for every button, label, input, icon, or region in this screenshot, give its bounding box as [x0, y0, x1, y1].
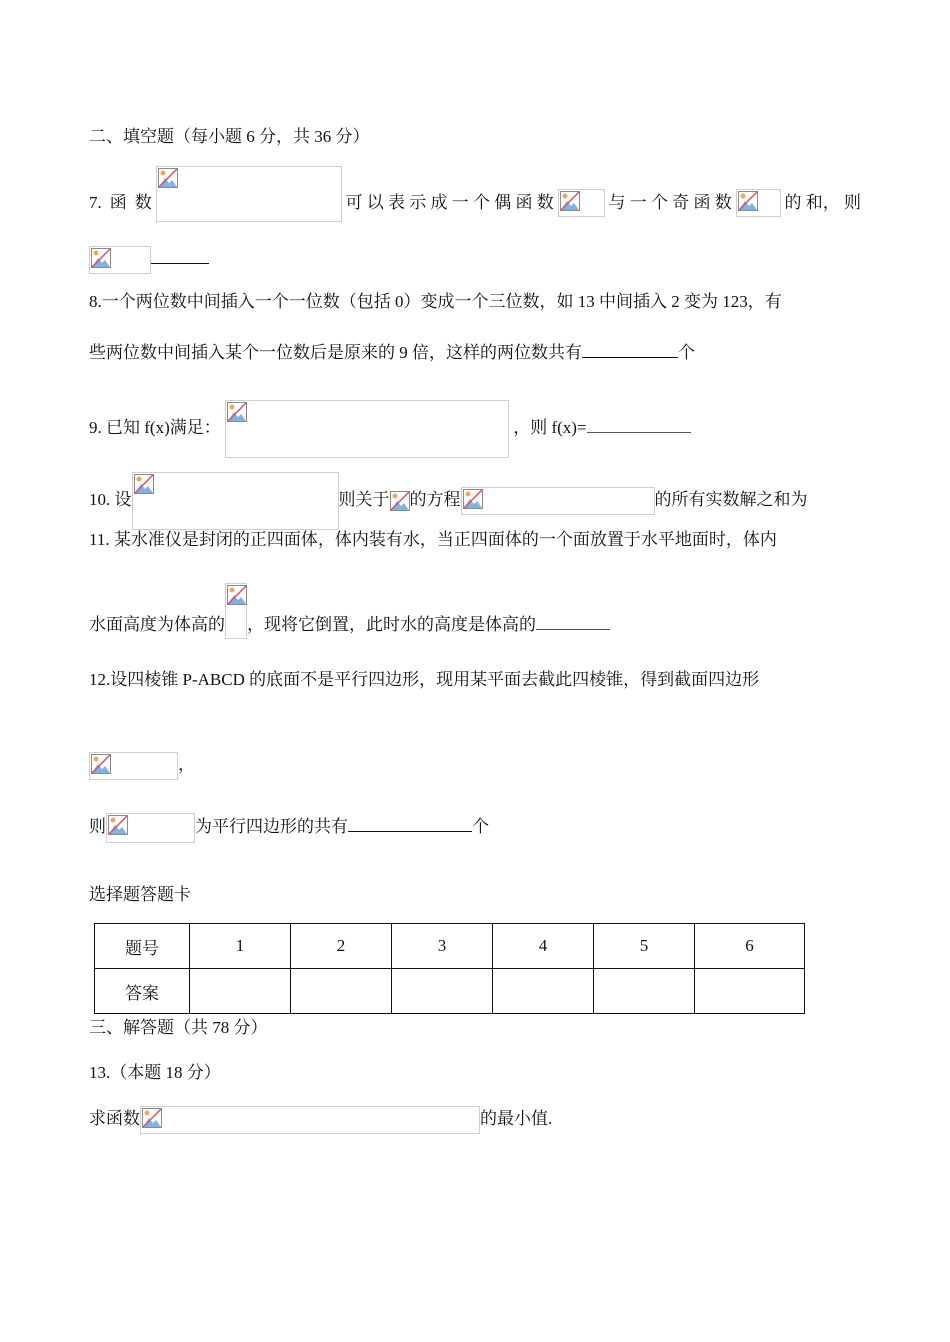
broken-image-icon [738, 191, 758, 211]
formula-image-q12-quadrilateral [89, 752, 178, 780]
formula-image-q13-function [140, 1106, 480, 1134]
question-number-cell: 5 [594, 924, 695, 969]
row-label-answer: 答案 [95, 969, 190, 1014]
question-8-line1: 8.一个两位数中间插入一个一位数（包括 0）变成一个三位数，如 13 中间插入 2 变为 123，有 [89, 292, 782, 311]
question-number-cell: 1 [190, 924, 291, 969]
formula-image-even-function [558, 189, 605, 217]
answer-blank-q8 [582, 341, 678, 358]
answer-cell[interactable] [493, 969, 594, 1014]
answer-blank-q9 [587, 416, 691, 433]
formula-image-q11-ratio [225, 583, 247, 639]
formula-image-odd-function [736, 189, 781, 217]
broken-image-icon [560, 191, 580, 211]
question-11-line1: 11. 某水准仪是封闭的正四面体，体内装有水，当正四面体的一个面放置于水平地面时，体内 [89, 530, 777, 549]
question-13: 求函数 的最小值. [89, 1106, 552, 1134]
broken-image-icon [158, 168, 178, 188]
question-7-lead: 7. 函 数 [89, 193, 152, 212]
formula-image-q7-answer [89, 246, 151, 274]
broken-image-icon [134, 474, 154, 494]
answer-card-title: 选择题答题卡 [89, 885, 191, 904]
question-9: 9. 已知 f(x)满足： ，则 f(x)= [89, 400, 691, 458]
question-number-cell: 3 [392, 924, 493, 969]
broken-image-icon [227, 585, 247, 605]
formula-image-q9-condition [225, 400, 509, 458]
question-11-line2: 水面高度为体高的 ，现将它倒置，此时水的高度是体高的 [89, 613, 610, 639]
answer-cell[interactable] [291, 969, 392, 1014]
broken-image-icon [108, 815, 128, 835]
formula-image-q10-definition [132, 472, 339, 530]
broken-image-icon [463, 489, 483, 509]
question-number-cell: 6 [695, 924, 805, 969]
broken-image-icon [390, 491, 410, 511]
broken-image-icon [91, 248, 111, 268]
broken-image-icon [142, 1108, 162, 1128]
row-label-number: 题号 [95, 924, 190, 969]
question-number-cell: 4 [493, 924, 594, 969]
question-12-line1: 12.设四棱锥 P-ABCD 的底面不是平行四边形，现用某平面去截此四棱锥，得到截面四边形 [89, 670, 760, 689]
answer-cell[interactable] [392, 969, 493, 1014]
answer-blank-q12 [348, 815, 472, 832]
answer-cell[interactable] [594, 969, 695, 1014]
table-row [95, 924, 805, 969]
table-row [95, 969, 805, 1014]
answer-blank-q11 [536, 613, 610, 630]
section-heading-fill-in: 二、填空题（每小题 6 分，共 36 分） [89, 127, 370, 146]
question-7-line2 [89, 246, 209, 274]
broken-image-icon [227, 402, 247, 422]
broken-image-icon [91, 754, 111, 774]
formula-image-q10-variable [390, 491, 410, 511]
question-12-line3: 则 为平行四边形的共有 个 [89, 813, 489, 843]
answer-card-table [94, 923, 805, 1014]
answer-blank-q7 [151, 247, 209, 264]
question-number-cell: 2 [291, 924, 392, 969]
answer-cell[interactable] [190, 969, 291, 1014]
section-heading-solutions: 三、解答题（共 78 分） [89, 1018, 268, 1037]
formula-image-function [156, 166, 342, 222]
question-12-line2: ， [89, 752, 195, 780]
question-8-line2: 些两位数中间插入某个一位数后是原来的 9 倍，这样的两位数共有 个 [89, 343, 695, 362]
answer-cell[interactable] [695, 969, 805, 1014]
question-10: 10. 设 则关于 的方程 的所有实数解之和为 [89, 472, 808, 530]
formula-image-q10-equation [461, 487, 655, 515]
question-13-heading: 13.（本题 18 分） [89, 1063, 221, 1082]
question-7-line1: 7. 函 数 可 以 表 示 成 一 个 偶 函 数 与 一 个 奇 函 数 的 和， 则 [89, 184, 861, 222]
formula-image-q12-condition [106, 813, 195, 843]
